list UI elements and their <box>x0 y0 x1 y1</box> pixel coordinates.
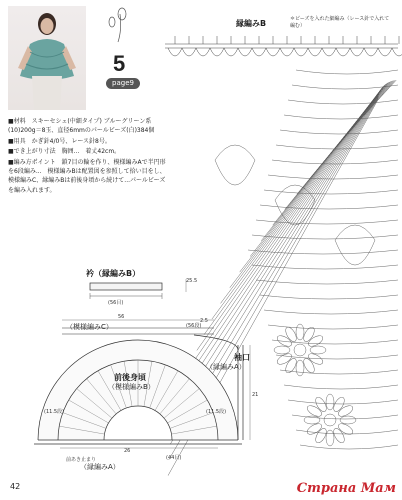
dim-rows: (56段) <box>186 323 202 329</box>
fan-arc <box>284 385 398 389</box>
edge-scallop <box>224 48 238 56</box>
sleeve-edge-label: （縁編みA） <box>206 363 246 371</box>
fan-arc <box>252 265 398 269</box>
fan-arc <box>264 310 398 314</box>
edge-scallop <box>322 48 336 56</box>
fan-stitch-line <box>190 91 380 366</box>
pattern-b-label: （模様編みB） <box>108 383 155 391</box>
edge-scallop <box>336 48 350 56</box>
fan-stitch-line <box>197 90 381 350</box>
bead-note: ＊ビーズを入れた細編み（レース針で入れて編む） <box>290 16 390 29</box>
flower-petal <box>340 416 356 424</box>
page-reference-badge: page9 <box>106 78 140 89</box>
edge-chart-b <box>165 44 398 48</box>
dim-base-stitches: (44目) <box>166 455 182 461</box>
flower-petal <box>274 346 290 354</box>
dim-width: 56 <box>118 314 125 320</box>
fan-arc <box>248 250 398 254</box>
fan-arc <box>280 130 398 134</box>
page-number: 42 <box>10 482 21 491</box>
flower-center <box>294 344 306 356</box>
fan-arc <box>280 370 398 374</box>
collar-label: 衿（縁編みB） <box>86 269 141 278</box>
collar-schematic <box>90 283 162 299</box>
fan-arc <box>268 325 398 329</box>
edge-chart-b-scallops <box>168 36 402 56</box>
fan-arc <box>296 70 398 74</box>
flower-center <box>324 414 336 426</box>
pattern-number: 5 <box>113 51 126 76</box>
materials-instructions <box>8 117 168 196</box>
flower-ornament-icon <box>109 8 126 42</box>
fan-arc <box>296 430 398 434</box>
tools-line: ■用具 かぎ針4/0号、レース針8号。 <box>8 137 111 145</box>
fan-stitch-line <box>180 94 379 398</box>
edge-scallop <box>294 48 308 56</box>
fan-arc <box>260 205 398 209</box>
edge-scallop <box>168 48 182 56</box>
sleeve-label: 袖口 <box>234 353 250 362</box>
edge-scallop <box>378 48 392 56</box>
pattern-c-label: （模様編みC） <box>66 323 113 331</box>
fan-arc <box>260 295 398 299</box>
edge-scallop <box>364 48 378 56</box>
hem-label: （縁編みA） <box>80 463 120 471</box>
edge-scallop <box>196 48 210 56</box>
edge-scallop <box>308 48 322 56</box>
flower-motif-chart <box>274 324 356 446</box>
fan-arc <box>264 190 398 194</box>
fan-stitch-line <box>221 87 383 303</box>
fan-arc <box>288 100 398 104</box>
fan-arc <box>256 280 398 284</box>
watermark: Страна Мам <box>296 481 396 496</box>
flower-petal <box>310 346 326 354</box>
dim-sleeve: 21 <box>252 392 259 398</box>
fan-stitch-line <box>212 88 382 319</box>
edge-scallop <box>280 48 294 56</box>
fan-arc <box>284 115 398 119</box>
fan-arc <box>268 175 398 179</box>
fan-arc <box>288 400 398 404</box>
edge-scallop <box>392 48 402 56</box>
fan-arc <box>252 235 398 239</box>
edge-scallop <box>252 48 266 56</box>
edge-scallop <box>182 48 196 56</box>
flower-petal <box>296 324 304 340</box>
dim-collar-stitches: (56目) <box>108 300 124 306</box>
materials-line: ■材料 スキーセシェ(中細タイプ) ブルーグリーン系(10)200g＝8玉、直径6mmのパールビーズ(白)384個 <box>8 118 155 135</box>
front-opening-note: 前あき止まり <box>66 457 97 463</box>
dim-rows-right: (11.5段) <box>206 409 227 415</box>
dim-small: 2.5 <box>200 318 208 324</box>
edge-scallop <box>266 48 280 56</box>
edge-scallop <box>238 48 252 56</box>
pineapple-motif <box>335 225 375 265</box>
size-line: ■でき上がり寸法 胸囲... 着丈42cm。 <box>8 148 121 156</box>
flower-petal <box>326 430 334 446</box>
dim-collar-height: 25.5 <box>186 278 198 284</box>
dim-base: 26 <box>124 448 131 454</box>
front-back-label: 前後身頃 <box>114 373 146 382</box>
dim-rows-left: (11.5段) <box>44 409 65 415</box>
flower-petal <box>304 416 320 424</box>
fan-arc <box>300 445 398 449</box>
flower-petal <box>326 394 334 410</box>
pineapple-motif <box>215 145 255 185</box>
edge-scallop <box>210 48 224 56</box>
edge-b-title: 縁編みB <box>236 19 267 28</box>
method-line: ■編み方ポイント 鎖7目の輪を作り、模様編みAで半円形を6段編み... 模様編みBは配置図を参照して拾い目をし、模様編みC、縁編みBは前後身頃から続けて...パールビーズを編み入れます。 <box>8 158 166 194</box>
flower-petal <box>296 360 304 376</box>
edge-scallop <box>350 48 364 56</box>
